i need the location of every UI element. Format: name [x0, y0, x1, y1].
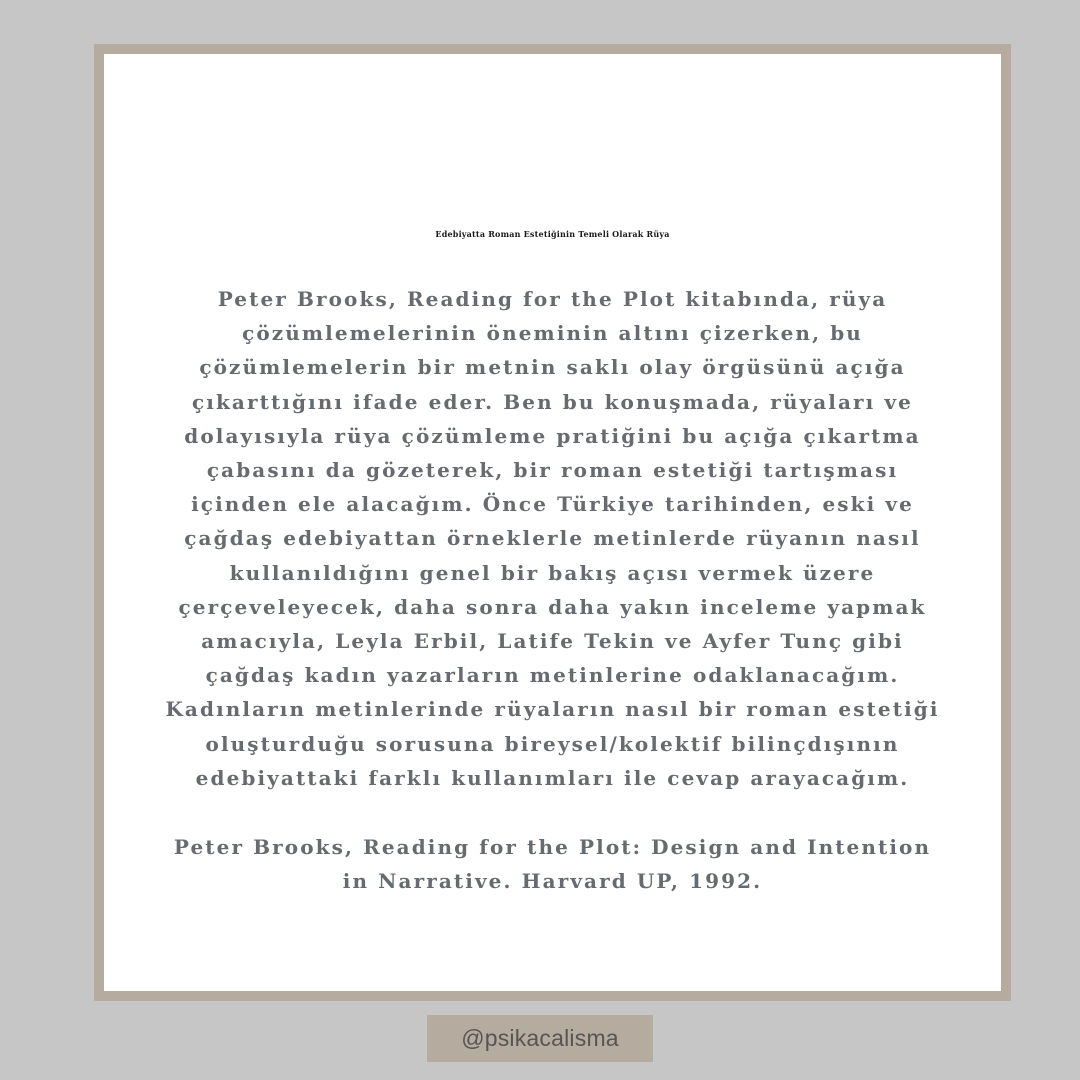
body-line: içinden ele alacağım. Önce Türkiye tarihinden, eski ve: [191, 492, 914, 517]
post-title: Edebiyatta Roman Estetiğinin Temeli Olarak Rüya: [435, 229, 670, 239]
body-line: çıkarttığını ifade eder. Ben bu konuşmada, rüyaları ve: [192, 389, 913, 414]
content-card: [104, 54, 1001, 991]
body-line: çerçeveleyecek, daha sonra daha yakın inceleme yapmak: [178, 594, 927, 619]
body-line: Peter Brooks, Reading for the Plot kitabında, rüya: [217, 287, 888, 311]
body-line: çağdaş edebiyattan örneklerle metinlerde rüyanın nasıl: [184, 526, 921, 551]
body-line: oluşturduğu sorusuna bireysel/kolektif bilinçdışının: [205, 731, 900, 756]
citation-line: Peter Brooks, Reading for the Plot: Design and Intention: [173, 835, 932, 859]
account-handle: @psikacalisma: [461, 1025, 619, 1051]
body-line: çabasını da gözeterek, bir roman estetiği tartışması: [206, 458, 899, 483]
post-body: [116, 282, 989, 795]
body-line: çözümlemelerin bir metnin saklı olay örgüsünü açığa: [199, 355, 906, 380]
handle-badge: [427, 1015, 653, 1062]
body-line: çözümlemelerinin öneminin altını çizerken, bu: [242, 321, 863, 346]
body-line: edebiyattaki farklı kullanımları ile cevap arayacağım.: [195, 765, 910, 790]
body-line: Kadınların metinlerinde rüyaların nasıl bir roman estetiği: [165, 697, 940, 722]
body-line: amacıyla, Leyla Erbil, Latife Tekin ve Ayfer Tunç gibi: [201, 629, 904, 654]
body-line: kullanıldığını genel bir bakış açısı vermek üzere: [229, 560, 876, 585]
body-line: çağdaş kadın yazarların metinlerine odaklanacağım.: [205, 663, 900, 688]
citation-line: in Narrative. Harvard UP, 1992.: [342, 869, 763, 894]
citation: [116, 830, 989, 898]
body-line: dolayısıyla rüya çözümleme pratiğini bu açığa çıkartma: [184, 423, 921, 448]
